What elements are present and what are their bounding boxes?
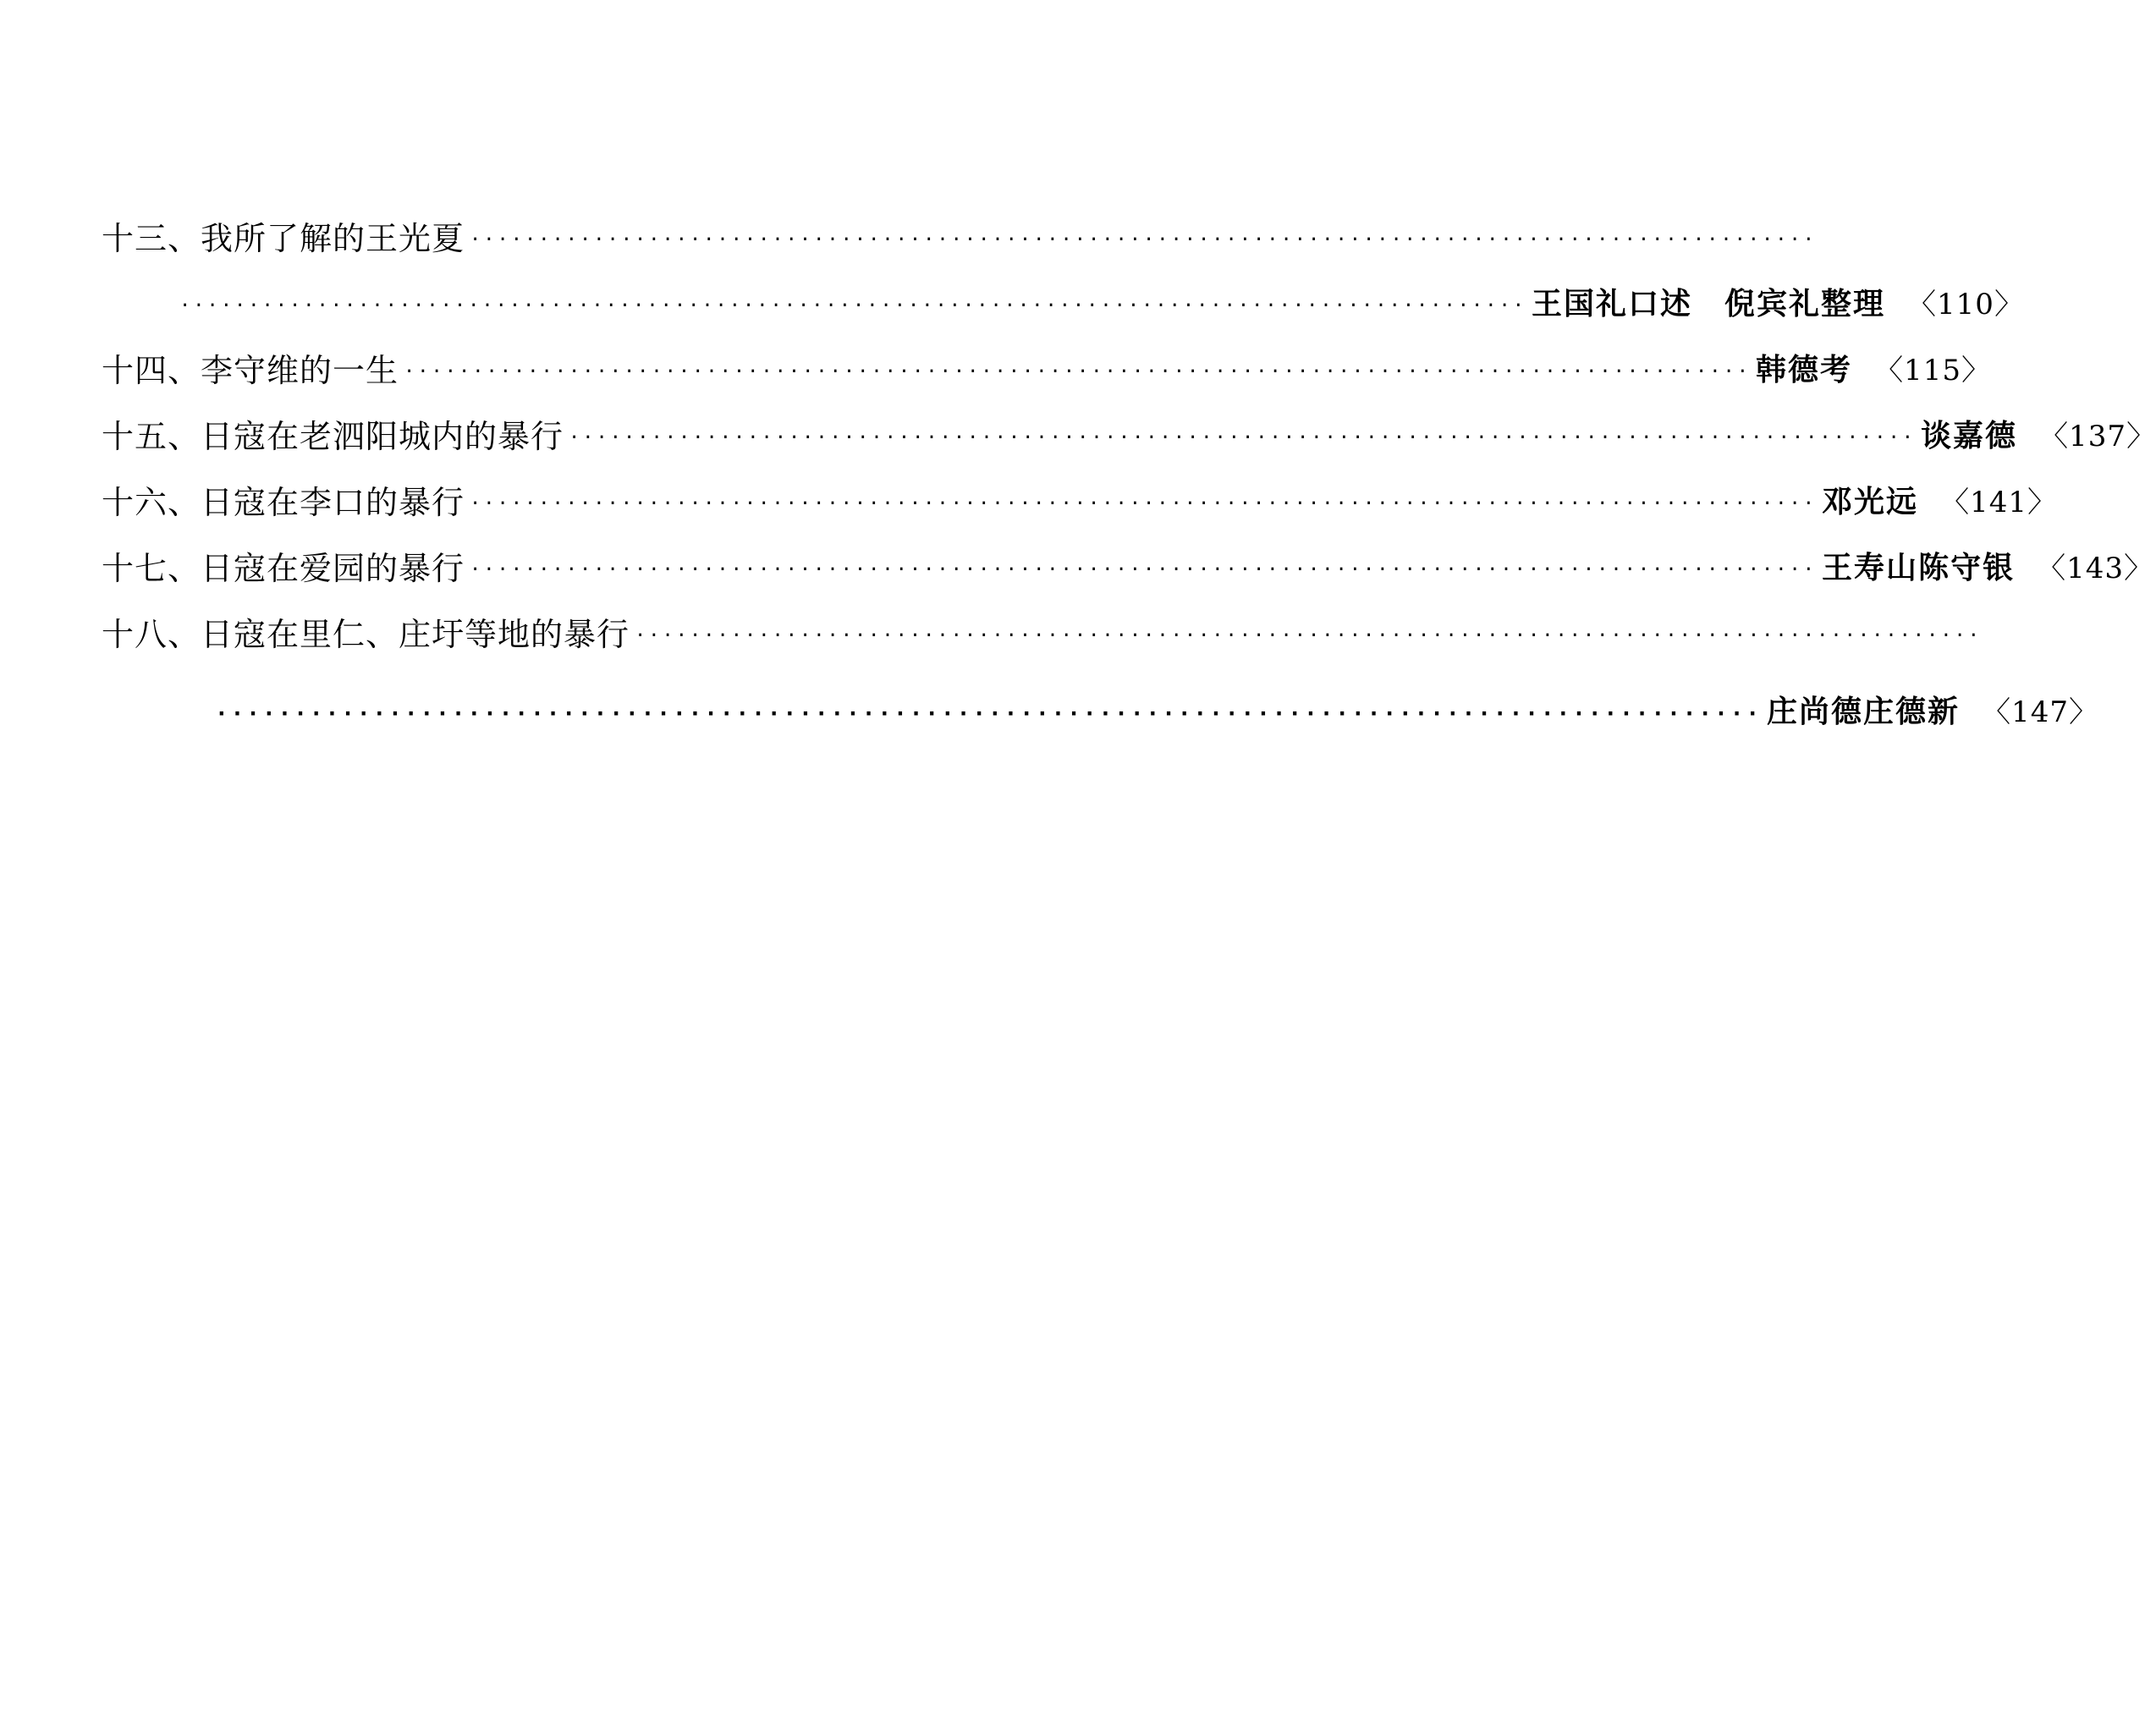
toc-entry-author: 庄德新 bbox=[1863, 695, 1961, 729]
dot-leader: ·································································································· bbox=[470, 493, 1818, 514]
toc-entry-page-number: 〈143〉 bbox=[2037, 552, 2153, 585]
toc-entry-page-number: 〈110〉 bbox=[1907, 288, 2024, 321]
toc-entry-15 bbox=[102, 413, 2156, 460]
toc-entry-title: 十六、日寇在李口的暴行 bbox=[102, 484, 465, 521]
toc-entry-16 bbox=[102, 479, 2057, 526]
dot-leader: ·································································································· bbox=[635, 625, 1983, 646]
toc-entry-18-author-line bbox=[210, 689, 2098, 736]
toc-entry-author: 邓光远 bbox=[1822, 485, 1919, 519]
dot-leader: ·································································································· bbox=[470, 229, 1818, 250]
toc-entry-author: 陈守银 bbox=[1918, 551, 2016, 585]
toc-entry-title: 十三、我所了解的王光夏 bbox=[102, 220, 465, 257]
toc-entry-14 bbox=[102, 347, 1991, 394]
toc-entry-title: 十八、日寇在里仁、庄圩等地的暴行 bbox=[102, 616, 630, 653]
toc-entry-title: 十七、日寇在爱园的暴行 bbox=[102, 550, 465, 587]
dot-leader: ·································································································· bbox=[470, 559, 1818, 580]
toc-entry-author: 庄尚德 bbox=[1767, 695, 1864, 729]
toc-entry-page-number: 〈141〉 bbox=[1940, 486, 2057, 519]
toc-entry-17 bbox=[102, 545, 2153, 592]
toc-entry-18-title-line bbox=[102, 611, 1983, 658]
toc-entry-page-number: 〈115〉 bbox=[1874, 354, 1991, 387]
toc-entry-page-number: 〈137〉 bbox=[2039, 420, 2156, 453]
dot-leader: ·································································································· bbox=[404, 361, 1752, 382]
toc-entry-author: 韩德考 bbox=[1756, 353, 1853, 387]
toc-entry-title: 十四、李守维的一生 bbox=[102, 352, 399, 389]
toc-entry-author: 王国礼口述 倪宾礼整理 bbox=[1532, 287, 1886, 321]
dot-leader: ·································································································· bbox=[569, 427, 1917, 448]
dot-leader: ·································································································· bbox=[215, 701, 1763, 727]
toc-entry-13-title-line bbox=[102, 215, 1818, 262]
toc-entry-title: 十五、日寇在老泗阳城内的暴行 bbox=[102, 418, 564, 455]
toc-entry-author: 王寿山 bbox=[1822, 551, 1919, 585]
toc-entry-13-author-line bbox=[174, 281, 2024, 328]
dot-leader: ·································································································· bbox=[179, 295, 1527, 316]
toc-entry-author: 谈嘉德 bbox=[1921, 419, 2018, 453]
toc-entry-page-number: 〈147〉 bbox=[1982, 695, 2098, 729]
